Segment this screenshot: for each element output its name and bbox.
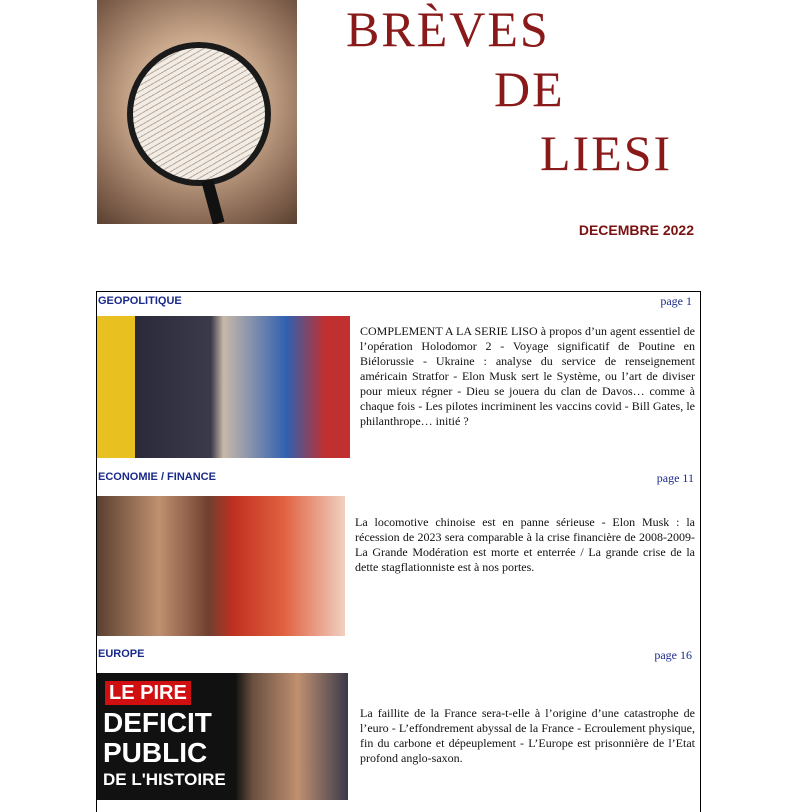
image-caption-1: LE PIRE	[105, 681, 191, 705]
image-caption-3: PUBLIC	[103, 737, 208, 768]
title-line-2: DE	[494, 61, 565, 117]
europe-photo	[97, 673, 348, 800]
issue-date: DECEMBRE 2022	[578, 222, 694, 238]
section-heading-geopolitique: GEOPOLITIQUE	[98, 295, 182, 307]
page-ref-europe[interactable]: page 16	[654, 648, 692, 662]
magnifier-cover-image	[97, 0, 297, 224]
title-line-3: LIESI	[540, 125, 673, 181]
geopolitique-photo	[97, 316, 350, 458]
image-caption-4: DE L'HISTOIRE	[103, 770, 226, 789]
image-caption-2: DEFICIT	[103, 707, 212, 738]
geopolitique-summary: COMPLEMENT A LA SERIE LISO à propos d’un agent essentiel de l’opération Holodomor 2 - Voyage significatif de Poutine en Biélorussie - Ukraine : analyse du service de renseignement américain Stratfor - Elon Musk sert le Système, ou l’art de diviser pour mieux régner - Dieu se jouera du clan de Davos… comme à chaque fois - Les pilotes incriminent les vaccins covid - Bill Gates, le philanthrope… initié ?	[360, 324, 695, 428]
page-ref-economie[interactable]: page 11	[656, 471, 694, 485]
europe-summary: La faillite de la France sera-t-elle à l’origine d’une catastrophe de l’euro - L’effondrement abyssal de la France - Ecroulement physique, fin du carbone et dépeuplement - L’Europe est prisonnière de l’Etat profond anglo-saxon.	[360, 706, 695, 765]
title-line-1: BRÈVES	[346, 1, 550, 57]
economie-photo	[97, 496, 345, 636]
section-heading-economie: ECONOMIE / FINANCE	[98, 471, 216, 483]
magnifying-glass-lens	[127, 42, 271, 186]
section-heading-europe: EUROPE	[98, 648, 145, 660]
magnifying-glass-handle	[202, 179, 225, 224]
page-ref-geopolitique[interactable]: page 1	[660, 294, 692, 308]
economie-summary: La locomotive chinoise est en panne sérieuse - Elon Musk : la récession de 2023 sera comparable à la crise financière de 2008-2009- La Grande Modération est morte et enterrée / La grande crise de la dette stagflationniste est à nos portes.	[355, 515, 695, 574]
